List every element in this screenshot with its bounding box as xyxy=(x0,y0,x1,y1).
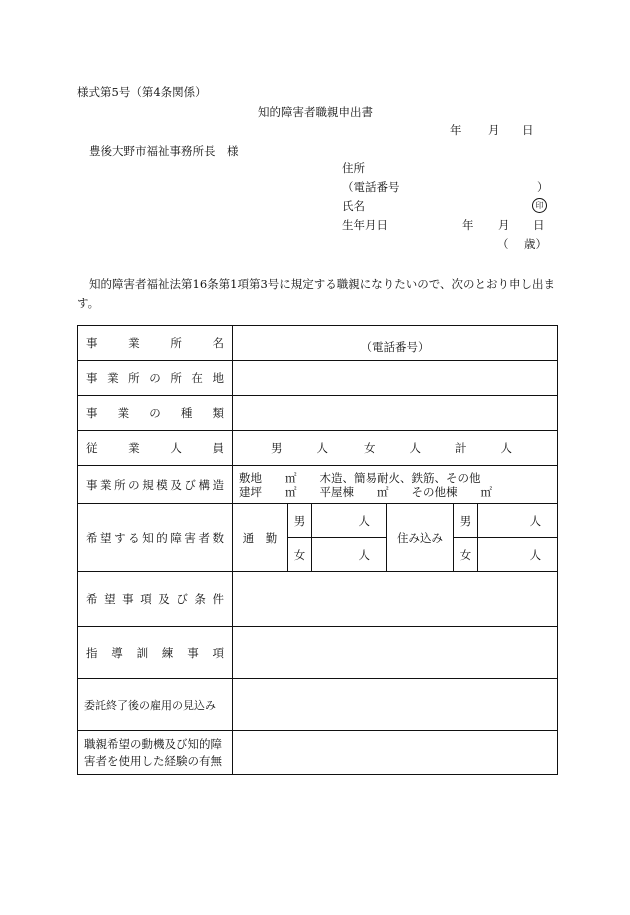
addressee: 豊後大野市福祉事務所長 様 xyxy=(89,144,239,158)
training-label: 指導訓練事項 xyxy=(78,627,233,679)
phone-close: ） xyxy=(537,180,549,194)
live-in-female-unit: 人 xyxy=(529,547,542,562)
motive-label-line-1: 職親希望の動機及び知的障 xyxy=(84,736,222,751)
employees-label: 従業人員 xyxy=(78,431,233,466)
birth-day: 日 xyxy=(533,218,545,232)
scale-label: 事業所の規模及び構造 xyxy=(78,466,233,504)
employees-total-unit: 人 xyxy=(500,441,512,455)
statement: 知的障害者福祉法第16条第1項第3号に規定する職親になりたいので、次のとおり申し出ます。 xyxy=(77,277,556,310)
commute-female-label: 女 xyxy=(288,538,312,572)
motive-label-line-2: 害者を使用した経験の有無 xyxy=(84,753,222,768)
live-in-label: 住み込み xyxy=(387,504,454,572)
date-month: 月 xyxy=(488,123,500,137)
office-name-label: 事業所名 xyxy=(78,326,233,361)
employees-male: 男 xyxy=(271,441,283,455)
motive-field[interactable] xyxy=(233,731,558,775)
age-close: 歳） xyxy=(524,237,547,251)
employment-field[interactable] xyxy=(233,679,558,731)
employees-total: 計 xyxy=(455,441,467,455)
live-in-male-field[interactable] xyxy=(478,504,558,538)
seal-mark: 印 xyxy=(532,198,547,213)
address-label: 住所 xyxy=(342,161,365,175)
office-phone-label: （電話番号） xyxy=(360,340,430,354)
scale-field[interactable] xyxy=(233,466,558,504)
live-in-female-label: 女 xyxy=(454,538,478,572)
birth-year: 年 xyxy=(462,218,474,232)
live-in-male-label: 男 xyxy=(454,504,478,538)
conditions-field[interactable] xyxy=(233,572,558,627)
commute-label: 通 勤 xyxy=(233,504,288,572)
office-name-field[interactable] xyxy=(233,326,558,361)
employment-label: 委託終了後の雇用の見込み xyxy=(78,679,233,731)
commute-male-unit: 人 xyxy=(358,513,370,528)
name-label: 氏名 xyxy=(342,199,365,213)
date-year: 年 xyxy=(450,123,462,137)
conditions-label: 希望事項及び条件 xyxy=(78,572,233,627)
commute-male-label: 男 xyxy=(288,504,312,538)
application-table xyxy=(77,325,558,775)
office-location-field[interactable] xyxy=(233,361,558,396)
commute-female-field[interactable] xyxy=(312,538,387,572)
phone-open: （電話番号 xyxy=(342,180,400,194)
employees-field[interactable] xyxy=(233,431,558,466)
commute-female-unit: 人 xyxy=(358,547,370,562)
employees-female-unit: 人 xyxy=(409,441,421,455)
scale-line-2: 建坪 ㎡ 平屋棟 ㎡ その他棟 ㎡ xyxy=(239,484,492,499)
office-location-label: 事業所の所在地 xyxy=(78,361,233,396)
desired-count-label: 希望する知的障害者数 xyxy=(78,504,233,572)
business-type-label: 事業の種類 xyxy=(78,396,233,431)
date-day: 日 xyxy=(522,123,534,137)
business-type-field[interactable] xyxy=(233,396,558,431)
document-title: 知的障害者職親申出書 xyxy=(258,105,373,119)
employees-male-unit: 人 xyxy=(316,441,328,455)
training-field[interactable] xyxy=(233,627,558,679)
motive-label xyxy=(78,731,233,775)
commute-male-field[interactable] xyxy=(312,504,387,538)
birth-month: 月 xyxy=(498,218,510,232)
birth-label: 生年月日 xyxy=(342,218,388,232)
form-number: 様式第5号（第4条関係） xyxy=(77,85,207,99)
scale-line-1: 敷地 ㎡ 木造、簡易耐火、鉄筋、その他 xyxy=(239,470,481,485)
live-in-female-field[interactable] xyxy=(478,538,558,572)
live-in-male-unit: 人 xyxy=(529,513,542,528)
employees-female: 女 xyxy=(364,441,376,455)
age-open: （ xyxy=(497,237,509,251)
